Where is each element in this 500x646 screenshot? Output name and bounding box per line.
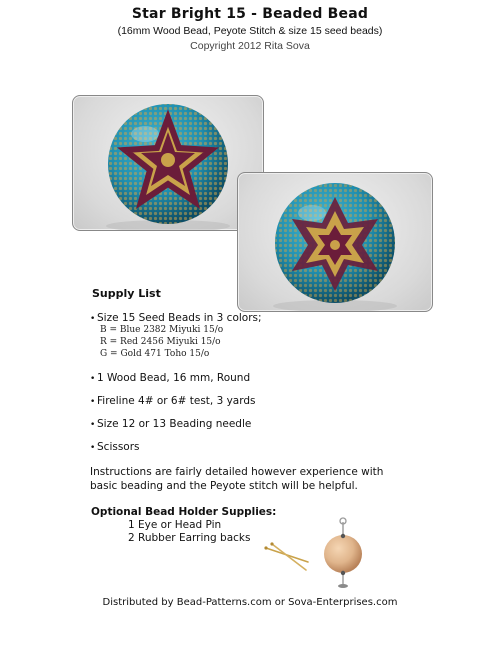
bullet: • bbox=[90, 314, 96, 324]
supply-item-label: 1 Wood Bead, 16 mm, Round bbox=[97, 372, 251, 384]
color-line-blue: B = Blue 2382 Miyuki 15/o bbox=[100, 325, 224, 335]
copyright-line: Copyright 2012 Rita Sova bbox=[190, 40, 310, 52]
page-subtitle: (16mm Wood Bead, Peyote Stitch & size 15 seed beads) bbox=[117, 25, 383, 37]
optional-item-pin: 1 Eye or Head Pin bbox=[128, 519, 222, 531]
bead-photo-front bbox=[72, 95, 264, 231]
bullet: • bbox=[90, 374, 96, 384]
bead-photo-side bbox=[237, 172, 433, 312]
bullet: • bbox=[90, 397, 96, 407]
beaded-bead-side-image bbox=[238, 173, 432, 311]
supply-item-scissors bbox=[90, 441, 140, 453]
page-title: Star Bright 15 - Beaded Bead bbox=[131, 6, 369, 22]
wood-bead-on-pin-image bbox=[318, 516, 368, 590]
supply-list-heading: Supply List bbox=[92, 287, 161, 300]
supply-item-label: Size 15 Seed Beads in 3 colors; bbox=[97, 312, 262, 324]
optional-item-earring-backs: 2 Rubber Earring backs bbox=[128, 532, 251, 544]
optional-supplies-heading: Optional Bead Holder Supplies: bbox=[91, 506, 277, 518]
beaded-bead-front-image bbox=[73, 96, 263, 230]
color-line-red: R = Red 2456 Miyuki 15/o bbox=[100, 337, 221, 347]
supply-item-wood-bead bbox=[90, 372, 250, 384]
supply-item-label: Fireline 4# or 6# test, 3 yards bbox=[97, 395, 256, 407]
supply-item-label: Scissors bbox=[97, 441, 140, 453]
supply-item-fireline bbox=[90, 395, 256, 407]
supply-item-needle bbox=[90, 418, 251, 430]
color-line-gold: G = Gold 471 Toho 15/o bbox=[100, 349, 210, 359]
instructions-text: Instructions are fairly detailed however experience with basic beading and the Peyote stitch will be helpful. bbox=[90, 466, 384, 492]
bullet: • bbox=[90, 420, 96, 430]
bullet: • bbox=[90, 443, 96, 453]
head-pins-image bbox=[262, 528, 312, 572]
footer-distribution: Distributed by Bead-Patterns.com or Sova-Enterprises.com bbox=[102, 597, 398, 608]
supply-item-seed-beads bbox=[90, 312, 262, 324]
supply-item-label: Size 12 or 13 Beading needle bbox=[97, 418, 252, 430]
